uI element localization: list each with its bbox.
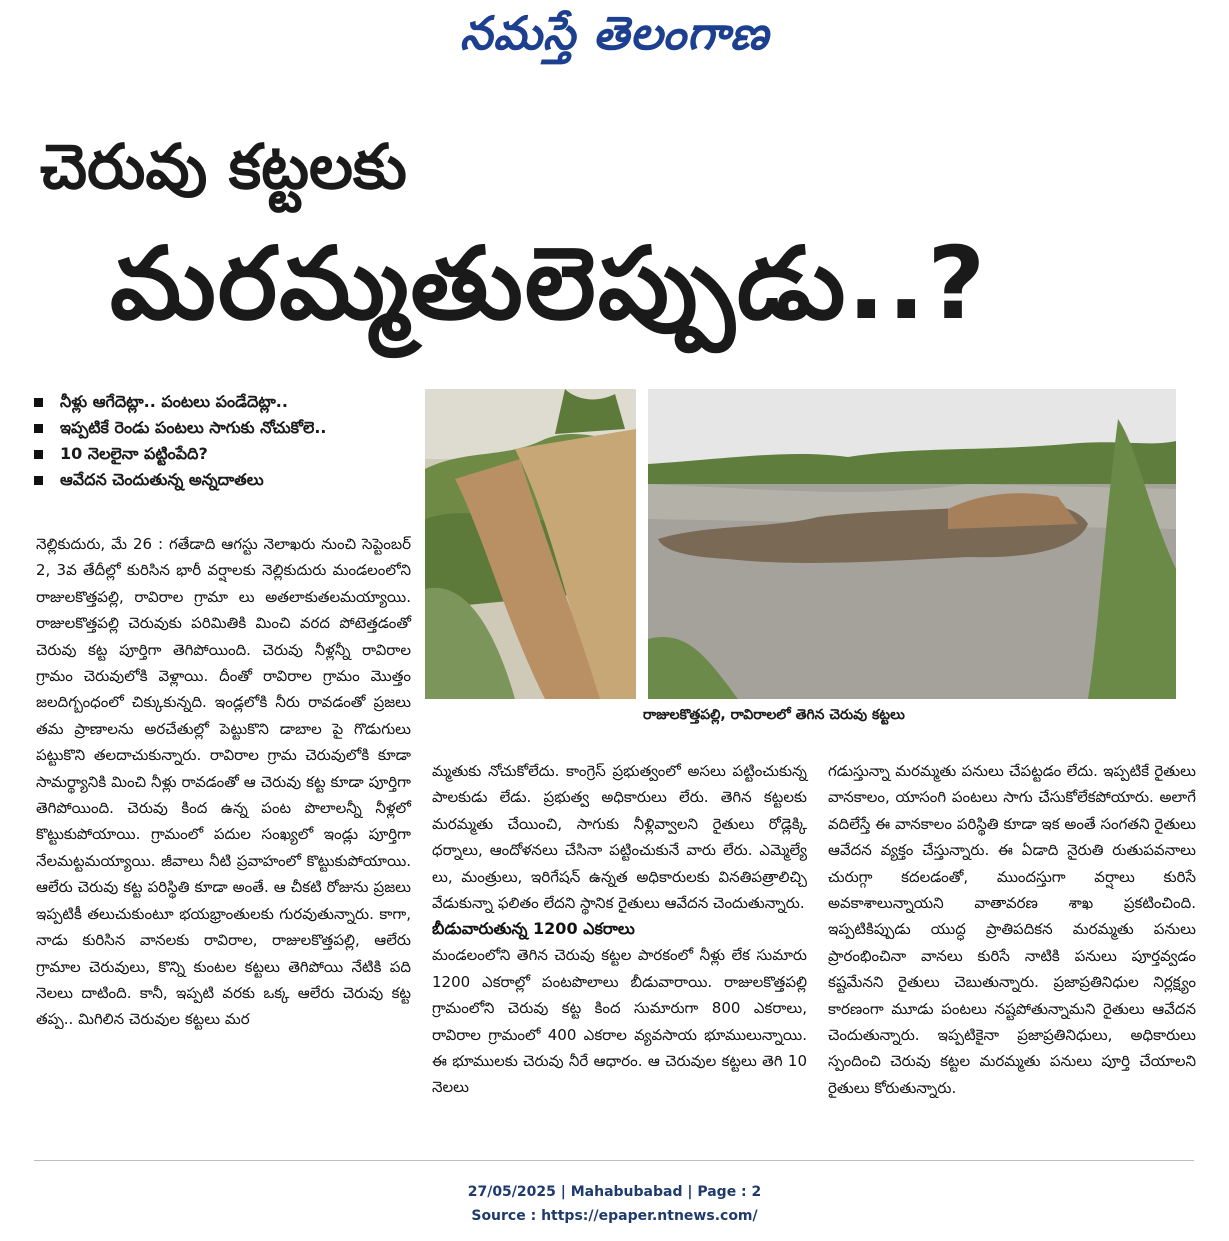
article-column-1 [36, 531, 411, 1033]
article-paragraph: నెల్లికుదురు, మే 26 : గతేడాది ఆగస్టు నెలాఖరు నుంచి సెప్టెంబర్ 2, 3వ తేదీల్లో కురిసిన భారీ వర్షాలకు నెల్లికుదురు మండలంలోని రాజులకొత్తపల్లి, రావిరాల గ్రామా లు అతలాకుతలమయ్యాయి. రాజులకొత్తపల్లి చెరువుకు పరిమితికి మించి వరద పోటెత్తడంతో చెరువు కట్ట పూర్తిగా తెగిపోయింది. చెరువు నీళ్లన్నీ రావిరాల గ్రామం చెరువులోకి వెళ్లాయి. దీంతో రావిరాల గ్రామం మొత్తం జలదిగ్బంధంలో చిక్కుకున్నది. ఇండ్లలోకి నీరు రావడంతో ప్రజలు తమ ప్రాణాలను అరచేతుల్లో పెట్టుకొని డాబాల పై గొడుగులు పట్టుకొని తలదాచుకున్నారు. రావిరాల గ్రామ చెరువులోకి కూడా సామర్థ్యానికి మించి నీళ్లు రావడంతో ఆ చెరువు కట్ట కూడా పూర్తిగా తెగిపోయింది. చెరువు కింద ఉన్న పంట పొలాలన్నీ నీళ్లలో కొట్టుకుపోయాయి. గ్రామంలో పదుల సంఖ్యలో ఇండ్లు పూర్తిగా నేలమట్టమయ్యాయి. జీవాలు నీటి ప్రవాహంలో కొట్టుకుపోయాయి. ఆలేరు చెరువు కట్ట పరిస్థితి కూడా అంతే. ఆ చీకటి రోజును ప్రజలు ఇప్పటికీ తలుచుకుంటూ భయభ్రాంతులకు గురవుతున్నారు. కాగా, నాడు కురిసిన వానలకు రావిరాల, రాజులకొత్తపల్లి, ఆలేరు గ్రామాల చెరువులు, కొన్ని కుంటల కట్టలు తెగిపోయి నేటికి పది నెలలు దాటింది. కానీ, ఇప్పటి వరకు ఒక్క ఆలేరు చెరువు కట్ట తప్ప.. మిగిలిన చెరువుల కట్టలు మర [36, 535, 411, 1029]
highlight-item [34, 470, 414, 496]
footer-divider [34, 1160, 1194, 1161]
article-paragraph: మండలంలోని తెగిన చెరువు కట్టల పారకంలో నీళ్లు లేక సుమారు 1200 ఎకరాల్లో పంటపొలాలు బీడువారాయి. రాజులకొత్తపల్లి గ్రామంలోని చెరువు కట్ట కింద సుమారుగా 800 ఎకరాలు, రావిరాల గ్రామంలో 400 ఎకరాల వ్యవసాయ భూములున్నాయి. ఈ భూములకు చెరువు నీరే ఆధారం. ఆ చెరువుల కట్టలు తెగి 10 నెలలు [432, 946, 807, 1097]
article-column-3 [828, 758, 1196, 1101]
footer [0, 1180, 1229, 1228]
footer-source-link[interactable]: Source : https://epaper.ntnews.com/ [471, 1208, 758, 1224]
footer-edition: 27/05/2025 | Mahabubabad | Page : 2 [467, 1184, 762, 1200]
highlight-text: ఇప్పటికే రెండు పంటలు సాగుకు నోచుకోలె.. [60, 418, 327, 437]
highlights-list [34, 392, 414, 496]
article-column-2 [432, 758, 807, 1101]
headline-line-1: చెరువు కట్టలకు [40, 130, 407, 203]
highlight-item [34, 418, 414, 444]
photo-caption: రాజులకొత్తపల్లి, రావిరాలలో తెగిన చెరువు కట్టలు [643, 707, 905, 723]
highlight-item [34, 444, 414, 470]
highlight-item [34, 392, 414, 418]
bullet-square-icon [34, 424, 43, 433]
highlight-text: ఆవేదన చెందుతున్న అన్నదాతలు [60, 470, 264, 489]
article-paragraph: మ్మతుకు నోచుకోలేదు. కాంగ్రెస్ ప్రభుత్వంలో అసలు పట్టించుకున్న పాలకుడు లేడు. ప్రభుత్వ అధికారులు లేరు. తెగిన కట్టలకు మరమ్మతు చేయించి, సాగుకు నీళ్లివ్వాలని రైతులు రోడ్లెక్కి ధర్నాలు, ఆందోళనలు చేసినా పట్టించుకునే వారు లేరు. ఎమ్మెల్యే లు, మంత్రులు, ఇరిగేషన్ ఉన్నత అధికారులకు వినతిపత్రాలిచ్చి వేడుకున్నా ఫలితం లేదని స్థానిక రైతులు ఆవేదన చెందుతున్నారు. [432, 762, 807, 913]
bullet-square-icon [34, 450, 43, 459]
highlight-text: నీళ్లు ఆగేదెట్లా.. పంటలు పండేదెట్లా.. [60, 392, 288, 411]
bullet-square-icon [34, 398, 43, 407]
article-paragraph: గడుస్తున్నా మరమ్మతు పనులు చేపట్టడం లేదు. ఇప్పటికే రైతులు వానకాలం, యాసంగి పంటలు సాగు చేసుకోలేకపోయారు. అలాగే వదిలేస్తే ఈ వానకాలం పరిస్థితి కూడా ఇక అంతే సంగతని రైతులు ఆవేదన వ్యక్తం చేస్తున్నారు. ఈ ఏడాది నైరుతి రుతుపవనాలు చురుగ్గా కదలడంతో, ముందస్తుగా వర్షాలు కురిసే అవకాశాలున్నాయని వాతావరణ శాఖ ప్రకటించింది. ఇప్పటికిప్పుడు యుద్ధ ప్రాతిపదికన మరమ్మతు పనులు ప్రారంభించినా వానలు కురిసే నాటికి పనులు పూర్తవ్వడం కష్టమేనని రైతులు చెబుతున్నారు. ప్రజాప్రతినిధుల నిర్లక్ష్యం కారణంగా మూడు పంటలు నష్టపోతున్నామని రైతులు ఆవేదన చెందుతున్నారు. ఇప్పటికైనా ప్రజాప్రతినిధులు, అధికారులు స్పందించి చెరువు కట్టల మరమ్మతు పనులు పూర్తి చేయాలని రైతులు కోరుతున్నారు. [828, 762, 1196, 1097]
photo-breached-tank [648, 389, 1176, 699]
article-subheading: బీడువారుతున్న 1200 ఎకరాలు [432, 919, 635, 939]
bullet-square-icon [34, 476, 43, 485]
photo-broken-bund [425, 389, 636, 699]
headline-line-2: మరమ్మతులెప్పుడు..? [110, 225, 988, 342]
masthead-title: నమస్తే తెలంగాణ [459, 6, 770, 60]
highlight-text: 10 నెలలైనా పట్టింపేది? [60, 444, 208, 463]
